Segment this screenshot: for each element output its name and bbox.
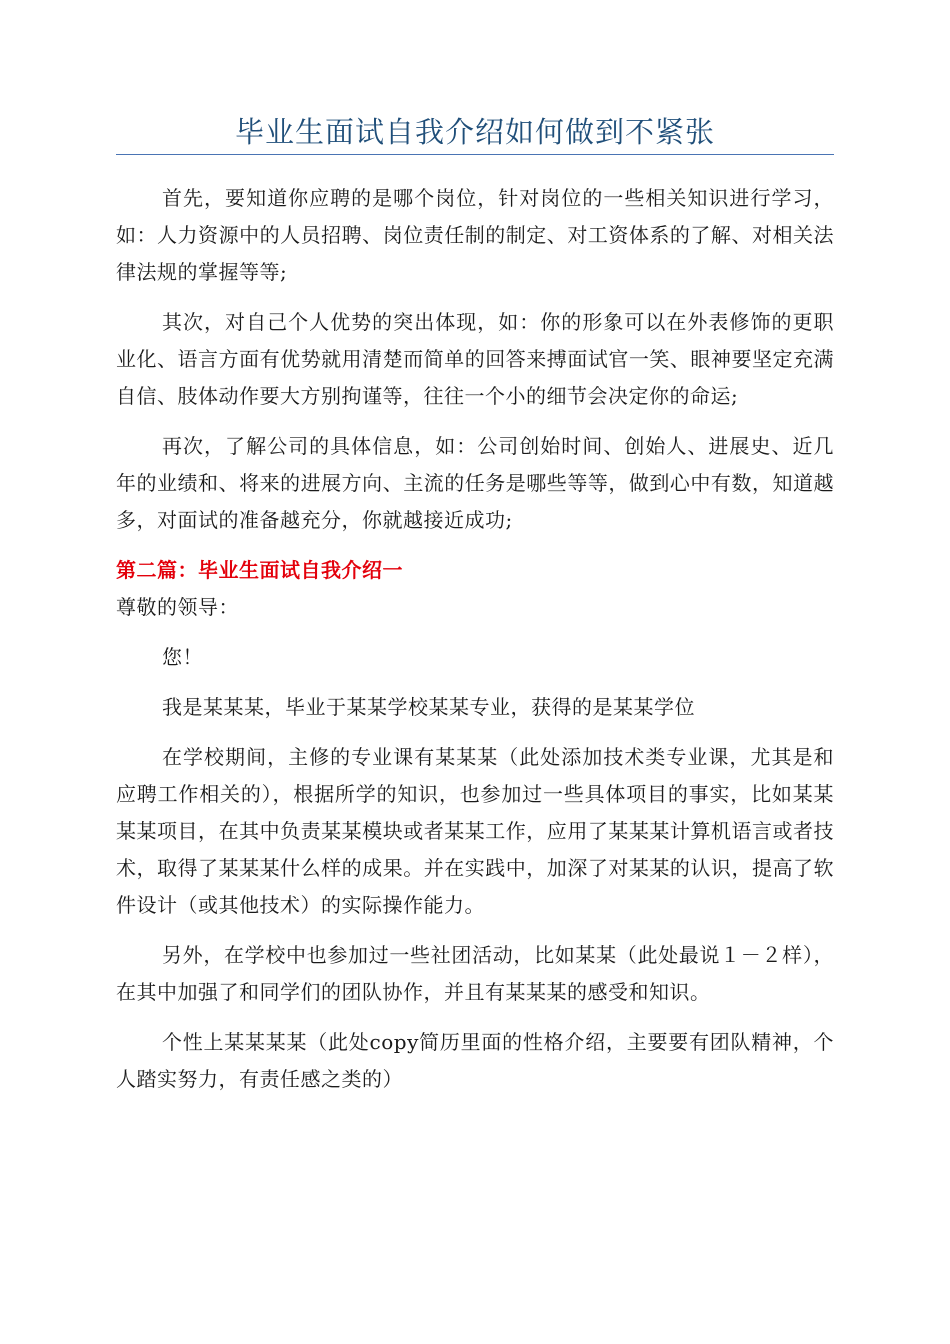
title-underline <box>116 154 834 155</box>
paragraph-intro: 我是某某某，毕业于某某学校某某专业，获得的是某某学位 <box>162 695 695 719</box>
paragraph-activities: 另外，在学校中也参加过一些社团活动，比如某某（此处最说１－２样），在其中加强了和同学们的团队协作，并且有某某某的感受和知识。 <box>116 943 834 1004</box>
paragraph-second: 其次，对自己个人优势的突出体现，如：你的形象可以在外表修饰的更职业化、语言方面有优势就用清楚而简单的回答来搏面试官一笑、眼神要坚定充满自信、肢体动作要大方别拘谨等，往往一个小的细节会决定你的命运; <box>116 310 834 408</box>
paragraph-study: 在学校期间，主修的专业课有某某某（此处添加技术类专业课，尤其是和应聘工作相关的），根据所学的知识，也参加过一些具体项目的事实，比如某某某某项目，在其中负责某某模块或者某某工作，应用了某某某计算机语言或者技术，取得了某某某什么样的成果。并在实践中，加深了对某某的认识，提高了软件设计（或其他技术）的实际操作能力。 <box>116 745 834 917</box>
section-heading: 第二篇：毕业生面试自我介绍一 <box>116 558 403 582</box>
salutation: 尊敬的领导： <box>116 595 239 619</box>
paragraph-first: 首先，要知道你应聘的是哪个岗位，针对岗位的一些相关知识进行学习，如：人力资源中的人员招聘、岗位责任制的制定、对工资体系的了解、对相关法律法规的掌握等等; <box>116 186 834 284</box>
document-title: 毕业生面试自我介绍如何做到不紧张 <box>234 115 715 149</box>
document-body <box>116 180 834 1098</box>
paragraph-personality: 个性上某某某某（此处copy简历里面的性格介绍，主要要有团队精神，个人踏实努力，有责任感之类的） <box>116 1030 834 1091</box>
paragraph-third: 再次，了解公司的具体信息，如：公司创始时间、创始人、进展史、近几年的业绩和、将来的进展方向、主流的任务是哪些等等，做到心中有数，知道越多，对面试的准备越充分，你就越接近成功; <box>116 434 834 532</box>
greeting: 您！ <box>162 645 203 669</box>
